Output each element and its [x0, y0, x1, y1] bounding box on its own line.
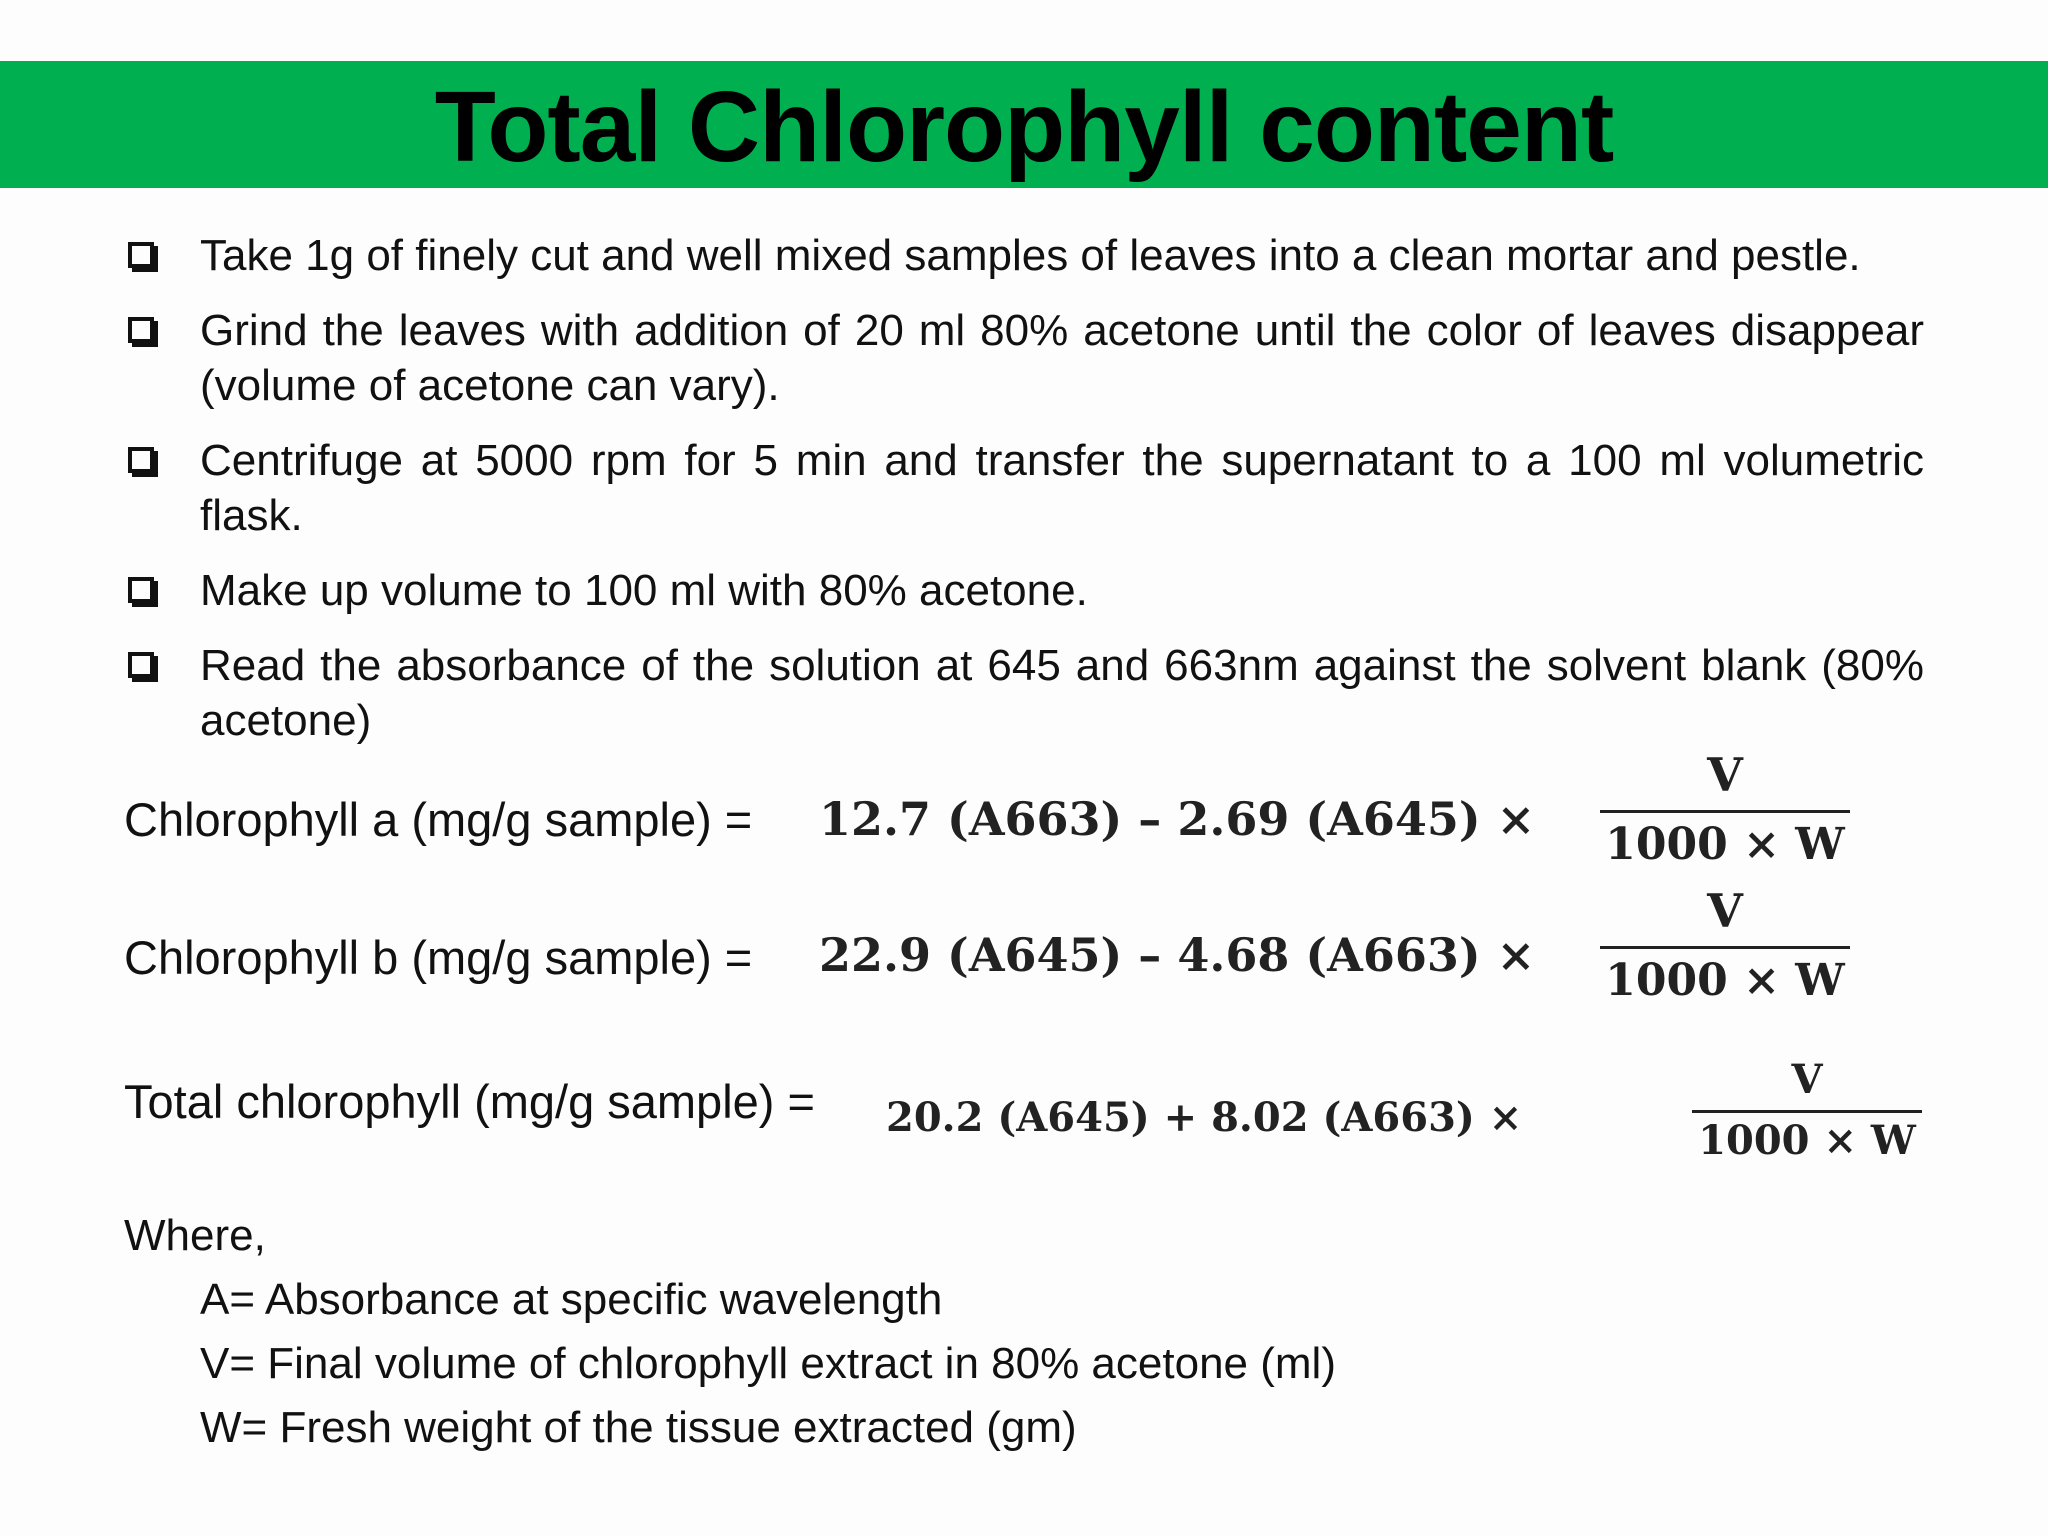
definition-absorbance: A= Absorbance at specific wavelength	[200, 1275, 943, 1324]
list-item-text: Centrifuge at 5000 rpm for 5 min and transfer the supernatant to a 100 ml volumetric flask.	[200, 436, 1924, 540]
checkbox-bullet-icon	[128, 447, 154, 473]
fraction-bar	[1600, 810, 1850, 813]
equation-fraction	[1600, 748, 1850, 870]
definition-weight: W= Fresh weight of the tissue extracted (gm)	[200, 1403, 1077, 1452]
fraction-numerator: V	[1707, 884, 1743, 938]
list-item	[124, 563, 1924, 618]
equation-formula: 20.2 (A645) + 8.02 (A663) ×	[886, 1094, 1523, 1141]
fraction-denominator: 1000 × W	[1698, 1117, 1916, 1164]
procedure-list	[124, 228, 1924, 768]
list-item	[124, 228, 1924, 283]
equation-formula: 12.7 (A663) – 2.69 (A645) ×	[819, 792, 1536, 846]
list-item	[124, 433, 1924, 543]
checkbox-bullet-icon	[128, 577, 154, 603]
equation-label: Chlorophyll b (mg/g sample) =	[124, 931, 753, 984]
equation-label: Total chlorophyll (mg/g sample) =	[124, 1075, 815, 1128]
equation-formula: 22.9 (A645) – 4.68 (A663) ×	[819, 928, 1536, 982]
equation-chlorophyll-b	[124, 884, 1924, 1008]
equation-chlorophyll-a	[124, 748, 1924, 872]
fraction-numerator: V	[1707, 748, 1743, 802]
equation-total-chlorophyll	[124, 1056, 1924, 1180]
definition-volume: V= Final volume of chlorophyll extract in 80% acetone (ml)	[200, 1339, 1336, 1388]
where-heading: Where,	[124, 1211, 266, 1260]
list-item	[124, 638, 1924, 748]
checkbox-bullet-icon	[128, 317, 154, 343]
slide-title: Total Chlorophyll content	[434, 70, 1614, 183]
checkbox-bullet-icon	[128, 242, 154, 268]
equation-fraction	[1600, 884, 1850, 1006]
checkbox-bullet-icon	[128, 652, 154, 678]
list-item-text: Take 1g of finely cut and well mixed samples of leaves into a clean mortar and pestle.	[200, 231, 1861, 280]
fraction-bar	[1692, 1110, 1922, 1113]
equation-label: Chlorophyll a (mg/g sample) =	[124, 793, 753, 846]
fraction-numerator: V	[1791, 1056, 1823, 1103]
variable-definitions	[200, 1276, 1336, 1468]
equation-fraction	[1692, 1056, 1922, 1164]
list-item-text: Make up volume to 100 ml with 80% acetone.	[200, 566, 1088, 615]
list-item	[124, 303, 1924, 413]
list-item-text: Grind the leaves with addition of 20 ml 80% acetone until the color of leaves disappear (volume of acetone can vary).	[200, 306, 1924, 410]
title-bar	[0, 61, 2048, 188]
fraction-denominator: 1000 × W	[1605, 955, 1845, 1006]
list-item-text: Read the absorbance of the solution at 645 and 663nm against the solvent blank (80% acetone)	[200, 641, 1924, 745]
fraction-denominator: 1000 × W	[1605, 819, 1845, 870]
fraction-bar	[1600, 946, 1850, 949]
